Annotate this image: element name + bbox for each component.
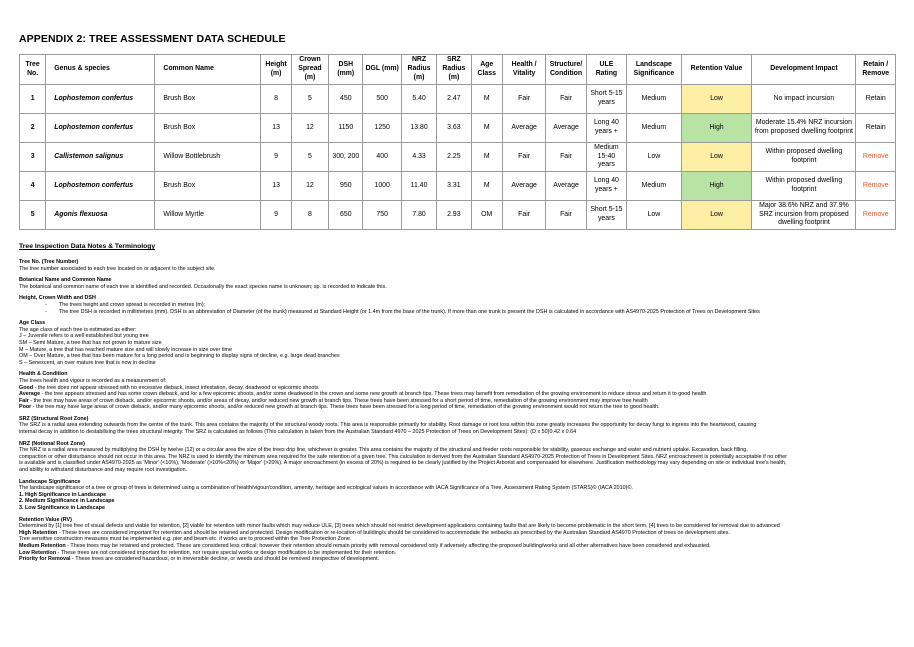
retain-remove: Remove <box>856 143 896 172</box>
notes-section-age: Age Class The age class of each tree is estimated as either: J – Juvenile refers to a well established but young tree SM – Semi Mature, a tree that has not grown to mature size M – Mature, a tree that has reached mature size and will slowly increase in size over time OM – Over Mature, a tree that has been mature for a long period and is beginning to display signs of decline, e.g. large dead branches S – Senescent, an over mature tree that is now in decline <box>19 320 899 366</box>
structure-condition: Fair <box>546 143 586 172</box>
retain-remove: Retain <box>856 114 896 143</box>
health-vitality: Average <box>502 114 545 143</box>
height: 9 <box>261 143 291 172</box>
data-notes <box>19 243 899 568</box>
dsh: 650 <box>329 201 363 230</box>
retention-value: High <box>681 172 752 201</box>
column-header: SRZ Radius (m) <box>437 55 471 85</box>
health-vitality: Fair <box>502 85 545 114</box>
development-impact: Within proposed dwelling footprint <box>752 143 856 172</box>
common-name: Willow Bottlebrush <box>155 143 261 172</box>
landscape-significance: Medium <box>627 85 682 114</box>
section-title: Health & Condition <box>19 371 68 378</box>
column-header: Common Name <box>155 55 261 85</box>
crown-spread: 5 <box>291 143 328 172</box>
notes-section-tree-no <box>19 259 899 272</box>
health-vitality: Fair <box>502 201 545 230</box>
retention-value: High <box>681 114 752 143</box>
column-header: Health / Vitality <box>502 55 545 85</box>
table-row <box>20 172 896 201</box>
dsh: 1150 <box>329 114 363 143</box>
ule-rating: Long 40 years + <box>586 172 626 201</box>
dgl: 1250 <box>363 114 401 143</box>
crown-spread: 12 <box>291 114 328 143</box>
dsh: 450 <box>329 85 363 114</box>
nrz-radius: 11.40 <box>401 172 436 201</box>
srz-radius: 3.63 <box>437 114 471 143</box>
notes-heading: Tree Inspection Data Notes & Terminology <box>19 243 156 250</box>
ule-rating: Short 5-15 years <box>586 201 626 230</box>
srz-radius: 3.31 <box>437 172 471 201</box>
column-header: Genus & species <box>46 55 155 85</box>
retention-value: Low <box>681 143 752 172</box>
development-impact: No impact incursion <box>752 85 856 114</box>
tree-number: 5 <box>20 201 46 230</box>
tree-number: 2 <box>20 114 46 143</box>
height: 8 <box>261 85 291 114</box>
notes-section-height <box>19 295 899 315</box>
table-row <box>20 143 896 172</box>
retention-value: Low <box>681 85 752 114</box>
column-header: Age Class <box>471 55 502 85</box>
development-impact: Major 38.6% NRZ and 37.9% SRZ incursion from proposed dwelling footprint <box>752 201 856 230</box>
ule-rating: Long 40 years + <box>586 114 626 143</box>
retain-remove: Retain <box>856 85 896 114</box>
tree-number: 1 <box>20 85 46 114</box>
column-header: Retain / Remove <box>856 55 896 85</box>
table-header-row <box>20 55 896 85</box>
dgl: 750 <box>363 201 401 230</box>
column-header: Retention Value <box>681 55 752 85</box>
section-title: Tree No. (Tree Number) <box>19 259 79 265</box>
landscape-significance: Medium <box>627 114 682 143</box>
genus-species: Lophostemon confertus <box>46 172 155 201</box>
development-impact: Within proposed dwelling footprint <box>752 172 856 201</box>
srz-radius: 2.25 <box>437 143 471 172</box>
dgl: 500 <box>363 85 401 114</box>
nrz-radius: 7.80 <box>401 201 436 230</box>
section-title: NRZ (Notional Root Zone) <box>19 440 85 447</box>
section-title: Botanical Name and Common Name <box>19 277 112 284</box>
structure-condition: Average <box>546 172 586 201</box>
column-header: ULE Rating <box>586 55 626 85</box>
page-title: APPENDIX 2: TREE ASSESSMENT DATA SCHEDULE <box>19 33 286 45</box>
dash-marker: - <box>45 308 47 315</box>
age-class: M <box>471 114 502 143</box>
genus-species: Callistemon salignus <box>46 143 155 172</box>
dash-marker: - <box>45 301 47 308</box>
genus-species: Lophostemon confertus <box>46 114 155 143</box>
landscape-significance: Medium <box>627 172 682 201</box>
table-row <box>20 114 896 143</box>
dsh: 950 <box>329 172 363 201</box>
structure-condition: Average <box>546 114 586 143</box>
common-name: Brush Box <box>155 114 261 143</box>
bullet-line: - The tree DSH is recorded in millimetres (mm). DSH is an abbreviation of Diameter (of the trunk) measured at Standard Height (or 1.4m from the base of the trunk). If more than one trunk is present the DSH is calculated in accordance with AS4970-2025 Protection of Trees on Development Sites <box>45 308 760 315</box>
column-header: DSH (mm) <box>329 55 363 85</box>
notes-section-botanical <box>19 277 899 290</box>
nrz-radius: 4.33 <box>401 143 436 172</box>
dgl: 400 <box>363 143 401 172</box>
column-header: Tree No. <box>20 55 46 85</box>
ule-rating: Medium 15-40 years <box>586 143 626 172</box>
column-header: Structure/ Condition <box>546 55 586 85</box>
age-class: M <box>471 172 502 201</box>
height: 13 <box>261 114 291 143</box>
health-vitality: Fair <box>502 143 545 172</box>
section-title: Age Class <box>19 320 46 327</box>
nrz-radius: 5.40 <box>401 85 436 114</box>
retention-value: Low <box>681 201 752 230</box>
retain-remove: Remove <box>856 172 896 201</box>
nrz-radius: 13.80 <box>401 114 436 143</box>
bullet-line: - The trees height and crown spread is recorded in metres (m); <box>45 301 206 308</box>
section-title: Height, Crown Width and DSH <box>19 295 96 302</box>
genus-species: Lophostemon confertus <box>46 85 155 114</box>
height: 9 <box>261 201 291 230</box>
common-name: Brush Box <box>155 172 261 201</box>
health-vitality: Average <box>502 172 545 201</box>
structure-condition: Fair <box>546 85 586 114</box>
tree-number: 4 <box>20 172 46 201</box>
structure-condition: Fair <box>546 201 586 230</box>
age-class: M <box>471 85 502 114</box>
height: 13 <box>261 172 291 201</box>
common-name: Brush Box <box>155 85 261 114</box>
srz-radius: 2.47 <box>437 85 471 114</box>
development-impact: Moderate 15.4% NRZ incursion from proposed dwelling footprint <box>752 114 856 143</box>
common-name: Willow Myrtle <box>155 201 261 230</box>
section-text: The botanical and common name of each tree is identified and recorded. Occasionally the exact species name is unknown; sp. is recorded to indicate this. <box>19 283 387 290</box>
section-title: Landscape Significance <box>19 478 81 485</box>
column-header: Development Impact <box>752 55 856 85</box>
section-text: The tree number associated to each tree located on or adjacent to the subject site. <box>19 265 216 272</box>
landscape-significance: Low <box>627 201 682 230</box>
crown-spread: 12 <box>291 172 328 201</box>
table-row <box>20 85 896 114</box>
notes-section-landscape: Landscape Significance The landscape significance of a tree or group of trees is determined using a combination of health/vigour/condition, amenity, heritage and ecological values in accordance with IACA Significance of a Tree, Assessment Rating System (STARS)© (IACA 2010)©. 1. High Significance in Landscape 2. Medium Significance in Landscape 3. Low Significance in Landscape <box>19 479 899 512</box>
tree-number: 3 <box>20 143 46 172</box>
section-title: Retention Value (RV) <box>19 516 72 523</box>
age-class: OM <box>471 201 502 230</box>
crown-spread: 8 <box>291 201 328 230</box>
notes-section-health: Health & Condition The trees health and vigour is recorded as a measurement of: Good - the tree does not appear stressed with no excessive dieback, insect infestation, decay, deadwood or epicormic shoots Average - the tree appears stressed and has some crown dieback, and /or a few epicormic shoots, and/or some deadwood in the crown and some new growth at branch tips. These trees may benefit from remediation of the growing environment to reduce stress and return it to good health Fair - the tree may have areas of crown dieback, and/or epicormic shoots, and/or areas of decay, and/or reduced new growth at branch tips. These trees have been stressed for a short period of time, remediation of the growing environment may improve tree health Poor - the tree may have large areas of crown dieback, and/or many epicormic shoots, and/or reduced new growth at branch tips. These trees have been stressed for a long period of time, remediation of the growing environment would not return the tree to good health. <box>19 371 899 411</box>
genus-species: Agonis flexuosa <box>46 201 155 230</box>
crown-spread: 5 <box>291 85 328 114</box>
column-header: NRZ Radius (m) <box>401 55 436 85</box>
tree-assessment-table <box>19 54 896 230</box>
dgl: 1000 <box>363 172 401 201</box>
srz-radius: 2.93 <box>437 201 471 230</box>
section-title: SRZ (Structural Root Zone) <box>19 415 89 422</box>
landscape-significance: Low <box>627 143 682 172</box>
table-row <box>20 201 896 230</box>
retain-remove: Remove <box>856 201 896 230</box>
column-header: Height (m) <box>261 55 291 85</box>
column-header: Crown Spread (m) <box>291 55 328 85</box>
notes-section-nrz: NRZ (Notional Root Zone) The NRZ is a radial area measured by multiplying the DSH by twelve (12) or a circular area the size of the trees drip line, whichever is greater. This area contains the majority of the structural and feeder roots responsible for stability, gaseous exchange and water and nutrient uptake. Excavation, back filling, compaction or other disturbance should not occur in this area. The NRZ is used to identify the minimum area required for the safe retention of a given tree. This calculation is derived from the Australian Standard AS4970-2025 Protection of Trees in Development Sites. NRZ encroachment is potentially acceptable if no other is available and is classified under AS4970-2025 as 'Minor' (<10%), 'Moderate' (>10%<20%) or 'Major' (>20%). A major encroachment (in excess of 20%) is required to be clearly justified by the Project Arborist and compensated for elsewhere. Justification methodology may vary depending on site or individual tree's health, and ability to withstand disturbance and may require root investigation. <box>19 441 899 474</box>
ule-rating: Short 5-15 years <box>586 85 626 114</box>
dsh: 300, 200 <box>329 143 363 172</box>
notes-section-retention: Retention Value (RV) Determined by [1] tree free of visual defects and viable for retention, [2] viable for retention with minor faults which may reduce ULE, [3] trees which should not restrict development applications containing faults that are likely to become problematic in the short term, [4] trees to be considered for removal due to advanced High Retention - These trees are considered important for retention and should be retained and protected. Design modification or re-location of building/s should be considered to accommodate the setbacks as prescribed by the Australian Standard AS4970 Protection of trees on development sites. Tree sensitive construction measures must be implemented e.g. pier and beam etc. if works are to proceed within the Tree Protection Zone. Medium Retention - These trees may be retained and protected. These are considered less critical; however their retention should remain priority with removal considered only if adversely affecting the proposed building/works and all other alternatives have been considered and exhausted. Low Retention - These trees are not considered important for retention, nor require special works or design modification to be implemented for their retention. Priority for Removal - These trees are considered hazardous, or in irreversible decline, or weeds and should be removed irrespective of development. <box>19 517 899 563</box>
notes-section-srz: SRZ (Structural Root Zone) The SRZ is a radial area extending outwards from the centre of the trunk. This area contains the majority of the structural woody roots. This area is responsible primarily for stability. Root damage or root loss within this zone greatly increases the opportunity for decay fungi to ingress into the heartwood, causing internal decay in addition to destabilising the trees structural integrity. The SRZ is calculated as follows (This calculation is taken from the Australian Standard 4970 – 2025 Protection of Trees on Development Sites): (D x 50)0.42 x 0.64 <box>19 416 899 436</box>
age-class: M <box>471 143 502 172</box>
column-header: DGL (mm) <box>363 55 401 85</box>
column-header: Landscape Significance <box>627 55 682 85</box>
